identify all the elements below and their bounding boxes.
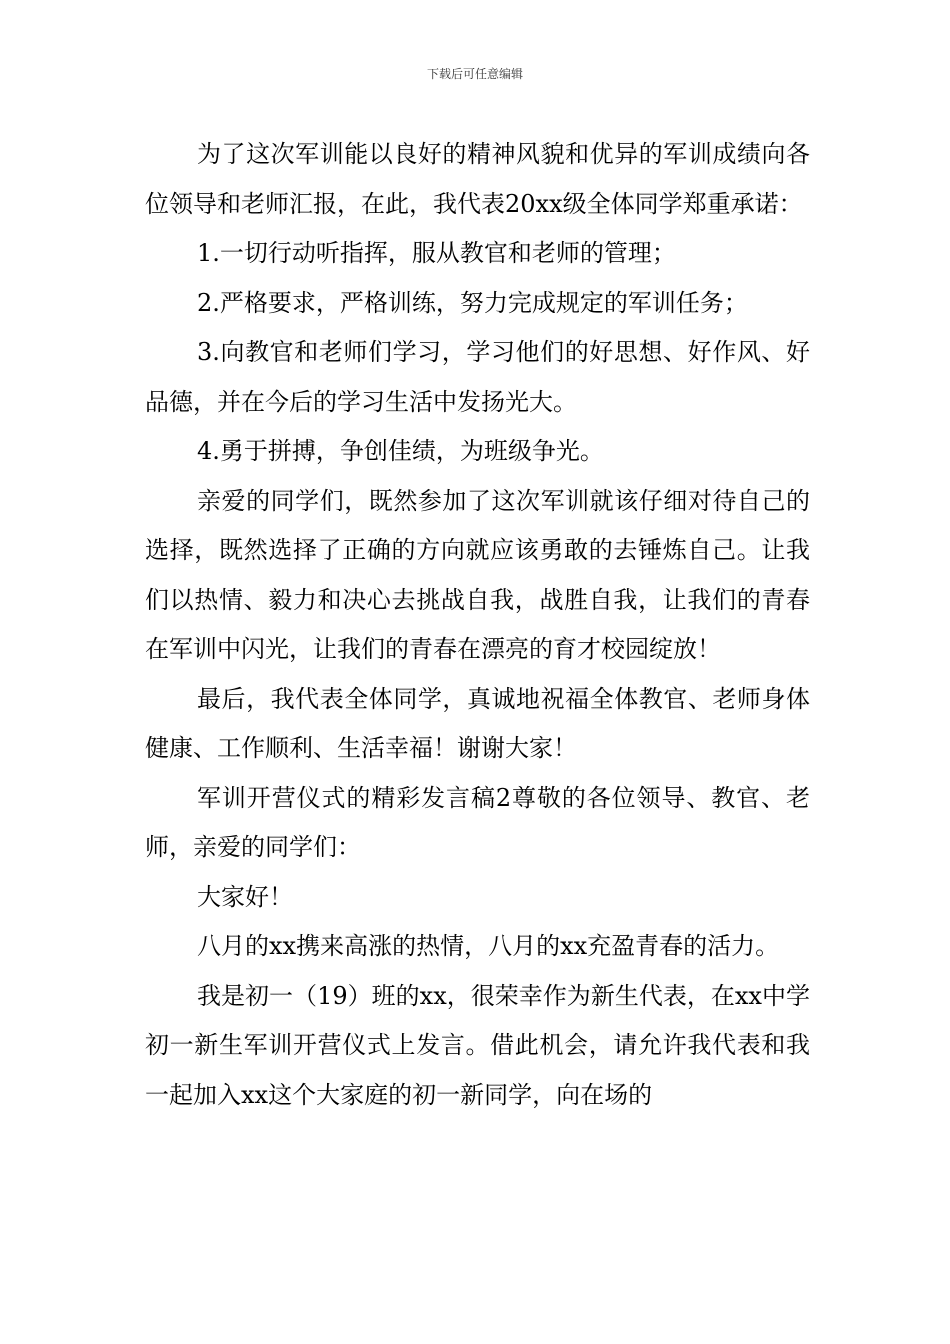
paragraph-speech-2-title: 军训开营仪式的精彩发言稿2尊敬的各位领导、教官、老师，亲爱的同学们：: [145, 783, 810, 861]
header-note: 下载后可任意编辑: [426, 67, 523, 81]
paragraph-greeting: 大家好！: [197, 882, 293, 911]
paragraph-pledge-intro: 为了这次军训能以良好的精神风貌和优异的军训成绩向各位领导和老师汇报，在此，我代表20xx级全体同学郑重承诺：: [145, 140, 810, 218]
paragraph-encouragement: 亲爱的同学们，既然参加了这次军训就该仔细对待自己的选择，既然选择了正确的方向就应该勇敢的去锤炼自己。让我们以热情、毅力和决心去挑战自我，战胜自我，让我们的青春在军训中闪光，让我们的青春在漂亮的育才校园绽放！: [145, 486, 810, 663]
paragraph-pledge-item-2: 2.严格要求，严格训练，努力完成规定的军训任务；: [197, 288, 748, 317]
paragraph-august: 八月的xx携来高涨的热情，八月的xx充盈青春的活力。: [197, 932, 780, 960]
paragraph-introduction: 我是初一（19）班的xx，很荣幸作为新生代表，在xx中学初一新生军训开营仪式上发言。借此机会，请允许我代表和我一起加入xx这个大家庭的初一新同学，向在场的: [145, 981, 810, 1109]
paragraph-closing-wishes: 最后，我代表全体同学，真诚地祝福全体教官、老师身体健康、工作顺利、生活幸福！谢谢大家！: [145, 684, 810, 762]
document-body: [145, 130, 810, 1120]
paragraph-pledge-item-3: 3.向教官和老师们学习，学习他们的好思想、好作风、好品德，并在今后的学习生活中发扬光大。: [145, 338, 810, 416]
paragraph-pledge-item-1: 1.一切行动听指挥，服从教官和老师的管理；: [197, 239, 676, 267]
paragraph-pledge-item-4: 4.勇于拼搏，争创佳绩，为班级争光。: [197, 437, 604, 465]
